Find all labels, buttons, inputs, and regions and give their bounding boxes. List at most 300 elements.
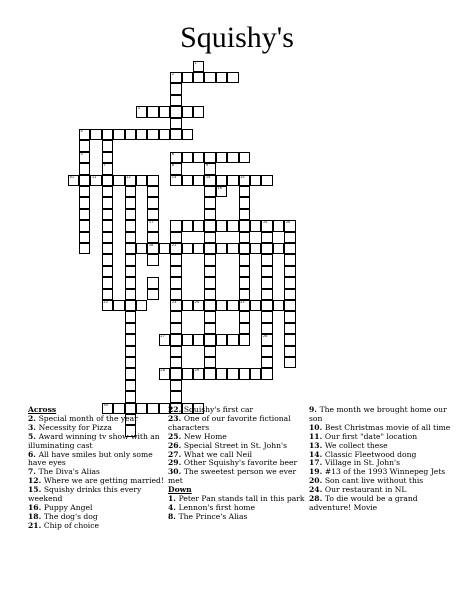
grid-cell[interactable]: [182, 152, 193, 163]
grid-cell[interactable]: [159, 368, 170, 379]
grid-cell[interactable]: [239, 209, 250, 220]
clue-number: 1: [194, 60, 197, 65]
grid-cell[interactable]: [193, 106, 204, 117]
clue-num: 1.: [168, 494, 179, 504]
grid-cell[interactable]: [239, 197, 250, 208]
grid-cell[interactable]: [125, 391, 136, 402]
grid-cell[interactable]: [147, 232, 158, 243]
grid-cell[interactable]: [170, 323, 181, 334]
grid-cell[interactable]: [182, 243, 193, 254]
clue-num: 25.: [168, 431, 184, 441]
grid-cell[interactable]: [284, 323, 295, 334]
clue-num: 19.: [309, 467, 325, 477]
grid-cell[interactable]: [261, 300, 272, 311]
grid-cell[interactable]: [125, 357, 136, 368]
grid-cell[interactable]: [204, 152, 215, 163]
grid-cell[interactable]: [261, 266, 272, 277]
grid-cell[interactable]: [79, 129, 90, 140]
grid-cell[interactable]: [170, 83, 181, 94]
grid-cell[interactable]: [79, 175, 90, 186]
grid-cell[interactable]: [102, 129, 113, 140]
grid-cell[interactable]: [170, 357, 181, 368]
down-clue: [168, 513, 306, 522]
grid-cell[interactable]: [170, 368, 181, 379]
clue-number: 21: [171, 243, 177, 247]
grid-cell[interactable]: [102, 254, 113, 265]
clue-num: 6.: [28, 449, 39, 459]
grid-cell[interactable]: [102, 209, 113, 220]
grid-cell[interactable]: [79, 197, 90, 208]
grid-cell[interactable]: [125, 277, 136, 288]
grid-cell[interactable]: [261, 220, 272, 231]
puzzle-title: Squishy's: [180, 21, 294, 54]
grid-cell[interactable]: [125, 266, 136, 277]
grid-cell[interactable]: [170, 300, 181, 311]
clue-num: 30.: [168, 467, 184, 477]
grid-cell[interactable]: [239, 266, 250, 277]
clue-number: 19: [262, 220, 268, 225]
grid-cell[interactable]: [261, 175, 272, 186]
grid-cell[interactable]: [250, 175, 261, 186]
grid-cell[interactable]: [284, 243, 295, 254]
grid-cell[interactable]: [216, 175, 227, 186]
grid-cell[interactable]: [102, 243, 113, 254]
clue-num: 18.: [28, 511, 44, 521]
grid-cell[interactable]: [102, 300, 113, 311]
clue-number: 18: [148, 243, 154, 247]
grid-cell[interactable]: [125, 380, 136, 391]
grid-cell[interactable]: [79, 209, 90, 220]
grid-cell[interactable]: [125, 220, 136, 231]
grid-cell[interactable]: [216, 220, 227, 231]
grid-cell[interactable]: [261, 232, 272, 243]
grid-cell[interactable]: [204, 243, 215, 254]
grid-cell[interactable]: [239, 334, 250, 345]
grid-cell[interactable]: [79, 152, 90, 163]
clue-number: 30: [103, 402, 108, 407]
grid-cell[interactable]: [239, 311, 250, 322]
clue-column-1: [28, 406, 164, 531]
grid-cell[interactable]: [261, 243, 272, 254]
grid-cell[interactable]: [239, 254, 250, 265]
grid-cell[interactable]: [113, 175, 124, 186]
grid-cell[interactable]: [261, 368, 272, 379]
grid-cell[interactable]: [159, 334, 170, 345]
clue-num: 8.: [168, 511, 179, 521]
clue-number: 5: [80, 151, 83, 156]
grid-cell[interactable]: [125, 232, 136, 243]
clue-column-2: [168, 406, 306, 522]
grid-cell[interactable]: [204, 311, 215, 322]
clue-number: 8: [171, 163, 174, 168]
grid-cell[interactable]: [125, 243, 136, 254]
grid-cell[interactable]: [239, 277, 250, 288]
grid-cell[interactable]: [170, 163, 181, 174]
grid-cell[interactable]: [182, 72, 193, 83]
clue-num: 28.: [309, 494, 325, 504]
grid-cell[interactable]: [182, 175, 193, 186]
clue-text: Necessity for Pizza: [38, 422, 112, 432]
grid-cell[interactable]: [261, 289, 272, 300]
grid-cell[interactable]: [284, 254, 295, 265]
clue-text: Village in St. John's: [324, 458, 400, 468]
grid-cell[interactable]: [204, 277, 215, 288]
grid-cell[interactable]: [193, 61, 204, 72]
grid-cell[interactable]: [239, 289, 250, 300]
grid-cell[interactable]: [102, 186, 113, 197]
grid-cell[interactable]: [170, 118, 181, 129]
clue-num: 16.: [28, 502, 44, 512]
grid-cell[interactable]: [193, 220, 204, 231]
grid-cell[interactable]: [250, 300, 261, 311]
grid-cell[interactable]: [250, 243, 261, 254]
grid-cell[interactable]: [216, 300, 227, 311]
grid-cell[interactable]: [216, 368, 227, 379]
clue-text: #13 of the 1993 Winnepeg Jets: [324, 467, 446, 477]
grid-cell[interactable]: [159, 129, 170, 140]
grid-cell[interactable]: [147, 129, 158, 140]
grid-cell[interactable]: [125, 186, 136, 197]
clue-num: 13.: [309, 440, 325, 450]
clue-text: Peter Pan stands tall in this park: [178, 494, 305, 504]
clue-text: Our first "date" location: [324, 431, 418, 441]
grid-cell[interactable]: [284, 311, 295, 322]
clue-num: 26.: [168, 440, 184, 450]
grid-cell[interactable]: [216, 334, 227, 345]
down-clue-list-part-2: [309, 406, 451, 513]
grid-cell[interactable]: [170, 232, 181, 243]
grid-cell[interactable]: [204, 357, 215, 368]
grid-cell[interactable]: [284, 220, 295, 231]
grid-cell[interactable]: [125, 311, 136, 322]
clue-number: 25: [240, 300, 245, 304]
grid-cell[interactable]: [204, 346, 215, 357]
grid-cell[interactable]: [102, 232, 113, 243]
grid-cell[interactable]: [284, 357, 295, 368]
grid-cell[interactable]: [170, 152, 181, 163]
grid-cell[interactable]: [79, 220, 90, 231]
grid-cell[interactable]: [193, 368, 204, 379]
grid-cell[interactable]: [239, 243, 250, 254]
grid-cell[interactable]: [136, 106, 147, 117]
grid-cell[interactable]: [273, 243, 284, 254]
grid-cell[interactable]: [204, 323, 215, 334]
clue-text: Squishy's first car: [183, 405, 254, 414]
grid-cell[interactable]: [170, 346, 181, 357]
grid-cell[interactable]: [125, 346, 136, 357]
clue-text: Where we are getting married!: [43, 476, 164, 486]
clue-number: 28: [160, 368, 165, 373]
grid-cell[interactable]: [193, 72, 204, 83]
grid-cell[interactable]: [182, 334, 193, 345]
clue-text: Son cant live without this: [324, 476, 424, 486]
grid-cell[interactable]: [90, 175, 101, 186]
grid-cell[interactable]: [204, 232, 215, 243]
across-clue: [168, 415, 306, 433]
grid-cell[interactable]: [216, 243, 227, 254]
clue-text: Award winning tv show with an illuminating cast: [28, 431, 160, 450]
grid-cell[interactable]: [136, 243, 147, 254]
grid-cell[interactable]: [261, 323, 272, 334]
clue-number: 11: [91, 174, 97, 179]
grid-cell[interactable]: [113, 300, 124, 311]
grid-cell[interactable]: [147, 243, 158, 254]
down-heading: Down: [168, 485, 192, 495]
down-clue: [309, 495, 451, 513]
across-clue: [28, 486, 164, 504]
across-clue-list-part-2: [168, 406, 306, 486]
clue-num: 20.: [309, 476, 325, 486]
clue-text: Special month of the year: [38, 413, 138, 423]
grid-cell[interactable]: [204, 209, 215, 220]
clue-text: Our restaurant in NL: [324, 485, 407, 495]
grid-cell[interactable]: [204, 72, 215, 83]
grid-cell[interactable]: [216, 186, 227, 197]
grid-cell[interactable]: [284, 334, 295, 345]
grid-cell[interactable]: [227, 243, 238, 254]
grid-cell[interactable]: [261, 254, 272, 265]
grid-cell[interactable]: [204, 334, 215, 345]
grid-cell[interactable]: [170, 311, 181, 322]
grid-cell[interactable]: [182, 368, 193, 379]
grid-cell[interactable]: [261, 311, 272, 322]
clue-num: 2.: [28, 413, 39, 423]
grid-cell[interactable]: [125, 300, 136, 311]
clue-number: 10: [69, 174, 74, 179]
down-clue: [309, 406, 451, 424]
clue-num: 7.: [28, 467, 39, 477]
grid-cell[interactable]: [170, 95, 181, 106]
grid-cell[interactable]: [102, 220, 113, 231]
grid-cell[interactable]: [79, 186, 90, 197]
grid-cell[interactable]: [204, 197, 215, 208]
grid-cell[interactable]: [204, 254, 215, 265]
clue-num: 23.: [168, 413, 184, 423]
clue-num: 17.: [309, 458, 325, 468]
grid-cell[interactable]: [79, 140, 90, 151]
clue-number: 4: [80, 129, 83, 133]
grid-cell[interactable]: [261, 334, 272, 345]
grid-cell[interactable]: [147, 277, 158, 288]
clue-number: 13: [171, 174, 177, 179]
grid-cell[interactable]: [170, 220, 181, 231]
grid-cell[interactable]: [227, 334, 238, 345]
grid-cell[interactable]: [227, 175, 238, 186]
grid-cell[interactable]: [125, 175, 136, 186]
clue-num: 9.: [309, 405, 320, 414]
grid-cell[interactable]: [227, 152, 238, 163]
clue-number: 3: [137, 106, 140, 111]
clue-text: What we call Neil: [183, 449, 253, 459]
grid-cell[interactable]: [170, 277, 181, 288]
grid-cell[interactable]: [125, 289, 136, 300]
grid-cell[interactable]: [125, 254, 136, 265]
clue-num: 3.: [28, 422, 39, 432]
grid-cell[interactable]: [261, 277, 272, 288]
grid-cell[interactable]: [170, 266, 181, 277]
grid-cell[interactable]: [261, 346, 272, 357]
across-clue: [28, 451, 164, 469]
grid-cell[interactable]: [204, 186, 215, 197]
clue-num: 12.: [28, 476, 44, 486]
grid-cell[interactable]: [125, 209, 136, 220]
clue-num: 29.: [168, 458, 184, 468]
grid-cell[interactable]: [170, 129, 181, 140]
clue-num: 5.: [28, 431, 39, 441]
grid-cell[interactable]: [147, 106, 158, 117]
grid-cell[interactable]: [79, 163, 90, 174]
grid-cell[interactable]: [102, 266, 113, 277]
grid-cell[interactable]: [204, 220, 215, 231]
grid-cell[interactable]: [125, 368, 136, 379]
grid-cell[interactable]: [284, 232, 295, 243]
grid-cell[interactable]: [136, 129, 147, 140]
grid-cell[interactable]: [79, 232, 90, 243]
grid-cell[interactable]: [136, 300, 147, 311]
clue-number: 17: [148, 220, 154, 225]
grid-cell[interactable]: [284, 346, 295, 357]
clue-text: Lennon's first home: [178, 502, 255, 512]
grid-cell[interactable]: [159, 243, 170, 254]
grid-cell[interactable]: [170, 334, 181, 345]
grid-cell[interactable]: [204, 266, 215, 277]
grid-cell[interactable]: [102, 152, 113, 163]
clue-text: Special Street in St. John's: [183, 440, 288, 450]
grid-cell[interactable]: [239, 368, 250, 379]
grid-cell[interactable]: [239, 220, 250, 231]
grid-cell[interactable]: [204, 289, 215, 300]
grid-cell[interactable]: [159, 106, 170, 117]
grid-cell[interactable]: [113, 129, 124, 140]
grid-cell[interactable]: [204, 163, 215, 174]
grid-cell[interactable]: [136, 175, 147, 186]
grid-cell[interactable]: [227, 300, 238, 311]
grid-cell[interactable]: [125, 129, 136, 140]
grid-cell[interactable]: [147, 175, 158, 186]
clue-column-3: [309, 406, 451, 513]
grid-cell[interactable]: [102, 289, 113, 300]
clue-num: 11.: [309, 431, 325, 441]
grid-cell[interactable]: [68, 175, 79, 186]
grid-cell[interactable]: [170, 380, 181, 391]
grid-cell[interactable]: [102, 140, 113, 151]
grid-cell[interactable]: [216, 152, 227, 163]
grid-cell[interactable]: [193, 300, 204, 311]
grid-cell[interactable]: [193, 334, 204, 345]
grid-cell[interactable]: [170, 391, 181, 402]
clue-num: 22.: [168, 405, 184, 414]
grid-cell[interactable]: [102, 277, 113, 288]
grid-cell[interactable]: [79, 243, 90, 254]
grid-cell[interactable]: [182, 300, 193, 311]
grid-cell[interactable]: [147, 197, 158, 208]
clue-num: 10.: [309, 422, 325, 432]
grid-cell[interactable]: [204, 368, 215, 379]
grid-cell[interactable]: [182, 106, 193, 117]
grid-cell[interactable]: [182, 220, 193, 231]
grid-cell[interactable]: [102, 197, 113, 208]
grid-cell[interactable]: [147, 289, 158, 300]
grid-cell[interactable]: [170, 243, 181, 254]
grid-cell[interactable]: [239, 300, 250, 311]
clue-text: All have smiles but only some have eyes: [28, 449, 153, 468]
grid-cell[interactable]: [227, 220, 238, 231]
grid-cell[interactable]: [170, 175, 181, 186]
grid-cell[interactable]: [204, 175, 215, 186]
clue-number: 15: [240, 174, 245, 179]
grid-cell[interactable]: [284, 300, 295, 311]
clue-text: To die would be a grand adventure! Movie: [309, 494, 418, 512]
grid-cell[interactable]: [125, 197, 136, 208]
grid-cell[interactable]: [193, 243, 204, 254]
clue-num: 21.: [28, 520, 44, 530]
clue-text: We collect these: [324, 440, 388, 450]
grid-cell[interactable]: [239, 232, 250, 243]
clue-number: 20: [285, 220, 291, 225]
clue-text: The Diva's Alias: [38, 467, 100, 477]
grid-cell[interactable]: [102, 175, 113, 186]
clue-number: 9: [205, 163, 209, 168]
grid-cell[interactable]: [147, 220, 158, 231]
grid-cell[interactable]: [239, 186, 250, 197]
grid-cell[interactable]: [102, 163, 113, 174]
grid-cell[interactable]: [170, 254, 181, 265]
grid-cell[interactable]: [273, 300, 284, 311]
grid-cell[interactable]: [147, 254, 158, 265]
clue-num: 4.: [168, 502, 179, 512]
clue-text: The Prince's Alias: [178, 511, 248, 521]
clue-number: 26: [262, 334, 268, 339]
grid-cell[interactable]: [182, 129, 193, 140]
grid-cell[interactable]: [147, 209, 158, 220]
grid-cell[interactable]: [193, 152, 204, 163]
across-clue: [28, 433, 164, 451]
across-clue: [28, 522, 164, 531]
grid-cell[interactable]: [250, 368, 261, 379]
clue-text: Chip of choice: [43, 520, 99, 530]
clue-text: New Home: [183, 431, 227, 441]
grid-cell[interactable]: [239, 323, 250, 334]
grid-cell[interactable]: [250, 220, 261, 231]
grid-cell[interactable]: [170, 72, 181, 83]
clue-number: 23: [171, 300, 177, 304]
clue-text: Best Christmas movie of all time: [324, 422, 451, 432]
grid-cell[interactable]: [227, 72, 238, 83]
grid-cell[interactable]: [170, 289, 181, 300]
clue-text: Other Squishy's favorite beer: [183, 458, 298, 468]
grid-cell[interactable]: [125, 334, 136, 345]
clue-text: Classic Fleetwood dong: [324, 449, 417, 459]
grid-cell[interactable]: [204, 300, 215, 311]
grid-cell[interactable]: [239, 152, 250, 163]
grid-cell[interactable]: [284, 277, 295, 288]
clue-text: One of our favorite fictional characters: [168, 413, 291, 432]
grid-cell[interactable]: [227, 368, 238, 379]
grid-cell[interactable]: [193, 175, 204, 186]
grid-cell[interactable]: [284, 289, 295, 300]
grid-cell[interactable]: [170, 106, 181, 117]
grid-cell[interactable]: [239, 175, 250, 186]
grid-cell[interactable]: [147, 186, 158, 197]
clue-number: 29: [194, 368, 200, 373]
grid-cell[interactable]: [90, 129, 101, 140]
grid-cell[interactable]: [284, 266, 295, 277]
grid-cell[interactable]: [125, 323, 136, 334]
grid-cell[interactable]: [273, 220, 284, 231]
clue-number: 24: [194, 300, 200, 304]
grid-cell[interactable]: [261, 357, 272, 368]
grid-cell[interactable]: [216, 72, 227, 83]
